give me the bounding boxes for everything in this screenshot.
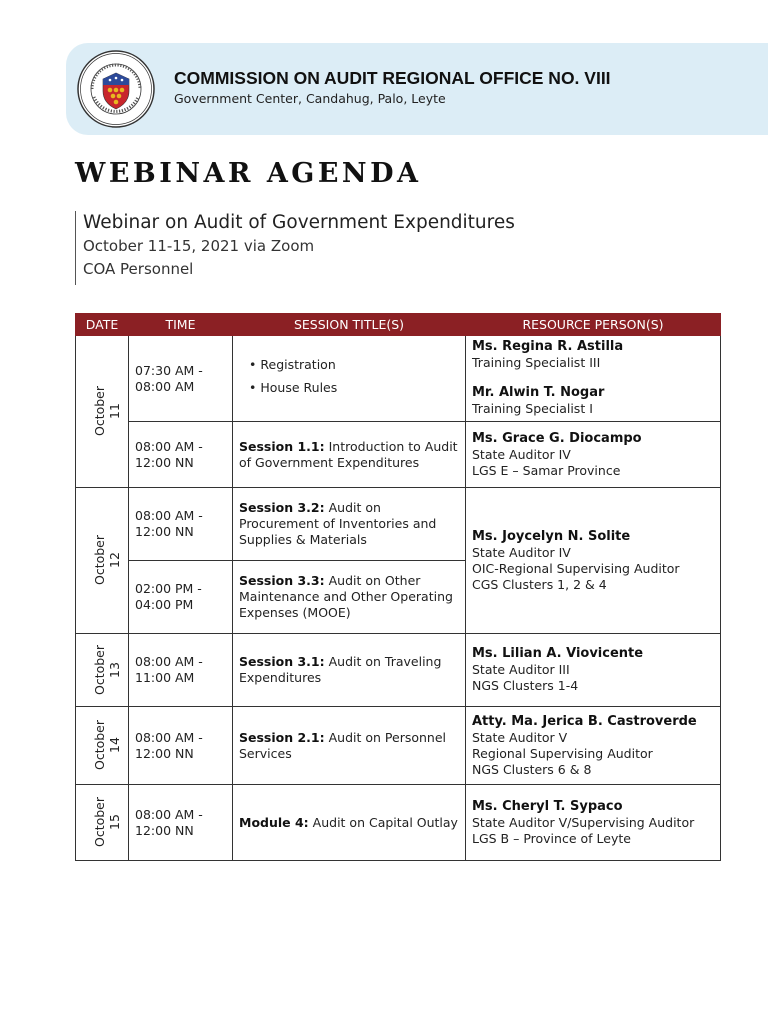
resource-cell [466, 634, 721, 707]
resource-cell [466, 336, 721, 422]
resource-role: OIC-Regional Supervising Auditor [472, 560, 680, 576]
resource-role: LGS B – Province of Leyte [472, 830, 631, 846]
session-cell: Session 2.1: Audit on Personnel Services [233, 707, 466, 785]
resource-name: Ms. Regina R. Astilla [472, 339, 624, 354]
resource-role: LGS E – Samar Province [472, 462, 621, 478]
resource-role: State Auditor III [472, 662, 570, 677]
resource-role: State Auditor V [472, 729, 568, 745]
coa-seal-logo [76, 49, 156, 129]
date-cell [76, 785, 129, 861]
session-list [239, 357, 459, 396]
table-header-row [76, 314, 721, 336]
resource-cell [466, 422, 721, 488]
resource-name: Ms. Cheryl T. Sypaco [472, 798, 623, 814]
time-cell: 08:00 AM - 12:00 NN [129, 488, 233, 561]
date-cell [76, 634, 129, 707]
resource-role: State Auditor IV [472, 446, 571, 462]
header-time: TIME [129, 314, 233, 336]
webinar-date: October 11-15, 2021 via Zoom [83, 237, 315, 255]
table-row [76, 707, 721, 785]
resource-cell [466, 707, 721, 785]
resource-role: NGS Clusters 6 & 8 [472, 761, 592, 777]
time-cell: 08:00 AM - 12:00 NN [129, 785, 233, 861]
time-cell: 07:30 AM - 08:00 AM [129, 336, 233, 422]
resource-name: Atty. Ma. Jerica B. Castroverde [472, 713, 697, 729]
webinar-title: Webinar on Audit of Government Expenditures [83, 212, 515, 233]
session-cell: Session 1.1: Introduction to Audit of Government Expenditures [233, 422, 466, 488]
header-session: SESSION TITLE(S) [233, 314, 466, 336]
session-cell: Session 3.3: Audit on Other Maintenance and Other Operating Expenses (MOOE) [233, 561, 466, 634]
page-title: WEBINAR AGENDA [75, 158, 422, 189]
date-cell [76, 336, 129, 488]
time-cell: 08:00 AM - 12:00 NN [129, 422, 233, 488]
header-date: DATE [76, 314, 129, 336]
resource-name: Ms. Grace G. Diocampo [472, 430, 642, 446]
table-row [76, 488, 721, 561]
org-address: Government Center, Candahug, Palo, Leyte [174, 91, 446, 106]
date-cell [76, 488, 129, 634]
resource-cell [466, 488, 721, 634]
resource-role: Regional Supervising Auditor [472, 745, 653, 761]
resource-role: State Auditor IV [472, 544, 571, 560]
date-label: October 14 [92, 719, 123, 771]
agenda-table [75, 313, 721, 861]
time-cell: 08:00 AM - 11:00 AM [129, 634, 233, 707]
session-cell: Session 3.1: Audit on Traveling Expenditures [233, 634, 466, 707]
resource-name: Ms. Joycelyn N. Solite [472, 528, 631, 544]
table-row [76, 336, 721, 422]
session-cell [233, 336, 466, 422]
header-banner [66, 43, 768, 135]
list-item: • House Rules [249, 380, 459, 396]
resource-role: NGS Clusters 1-4 [472, 678, 579, 693]
resource-name: Ms. Lilian A. Viovicente [472, 646, 644, 661]
table-row [76, 634, 721, 707]
list-item: • Registration [249, 357, 459, 373]
date-cell [76, 707, 129, 785]
resource-role: Training Specialist III [472, 355, 601, 370]
resource-cell [466, 785, 721, 861]
session-cell: Session 3.2: Audit on Procurement of Inventories and Supplies & Materials [233, 488, 466, 561]
date-label: October 11 [92, 385, 123, 437]
table-row [76, 785, 721, 861]
org-title: COMMISSION ON AUDIT REGIONAL OFFICE NO. VIII [174, 68, 611, 88]
resource-name: Mr. Alwin T. Nogar [472, 385, 605, 400]
resource-role: State Auditor V/Supervising Auditor [472, 814, 695, 830]
header-resource: RESOURCE PERSON(S) [466, 314, 721, 336]
webinar-info [75, 211, 515, 285]
date-label: October 15 [92, 796, 123, 848]
time-cell: 02:00 PM - 04:00 PM [129, 561, 233, 634]
webinar-audience: COA Personnel [83, 260, 194, 278]
table-row [76, 422, 721, 488]
resource-role: CGS Clusters 1, 2 & 4 [472, 576, 607, 592]
time-cell: 08:00 AM - 12:00 NN [129, 707, 233, 785]
session-cell: Module 4: Audit on Capital Outlay [233, 785, 466, 861]
date-label: October 13 [92, 644, 123, 695]
date-label: October 12 [92, 534, 123, 586]
resource-role: Training Specialist I [472, 401, 593, 416]
